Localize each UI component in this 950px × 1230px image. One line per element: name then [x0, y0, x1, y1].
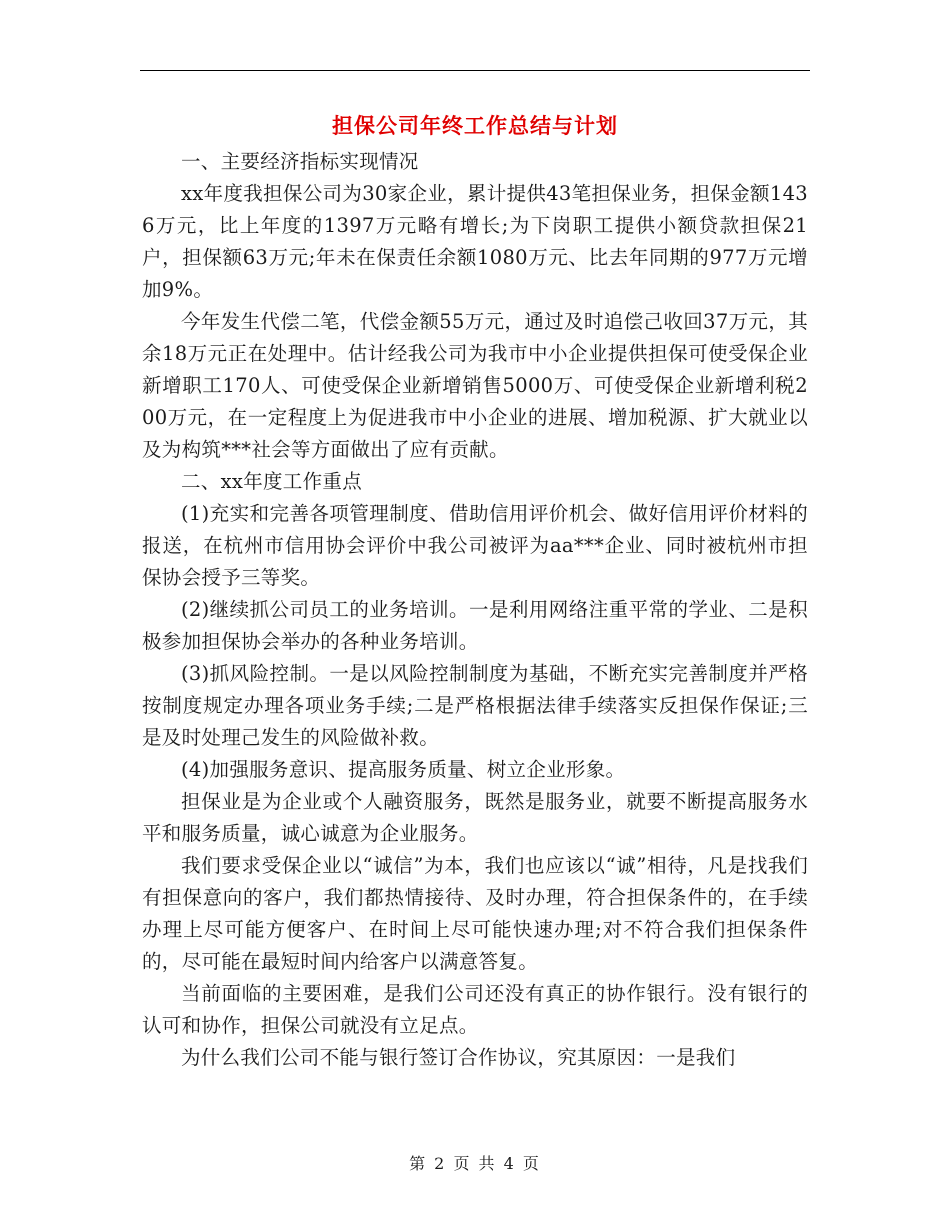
- paragraph: xx年度我担保公司为30家企业，累计提供43笔担保业务，担保金额1436万元，比上年度的1397万元略有增长;为下岗职工提供小额贷款担保21户，担保额63万元;年未在保责任余额1080万元、比去年同期的977万元增加9%。: [142, 182, 808, 301]
- paragraph: (4)加强服务意识、提高服务质量、树立企业形象。: [181, 758, 626, 781]
- paragraph: (1)充实和完善各项管理制度、借助信用评价机会、做好信用评价材料的报送，在杭州市信用协会评价中我公司被评为aa***企业、同时被杭州市担保协会授予三等奖。: [142, 502, 808, 589]
- paragraph: 我们要求受保企业以“诚信”为本，我们也应该以“诚”相待，凡是找我们有担保意向的客户，我们都热情接待、及时办理，符合担保条件的，在手续办理上尽可能方便客户、在时间上尽可能快速办理;对不符合我们担保条件的，尽可能在最短时间内给客户以满意答复。: [142, 854, 808, 973]
- document-body: [142, 146, 808, 1074]
- header-rule: [140, 70, 810, 71]
- document-title: 担保公司年终工作总结与计划: [332, 113, 618, 138]
- paragraph: 今年发生代偿二笔，代偿金额55万元，通过及时追偿己收回37万元，其余18万元正在处理中。估计经我公司为我市中小企业提供担保可使受保企业新增职工170人、可使受保企业新增销售5000万、可使受保企业新增利税200万元，在一定程度上为促进我市中小企业的进展、增加税源、扩大就业以及为构筑***社会等方面做出了应有贡献。: [142, 310, 808, 461]
- paragraph: (3)抓风险控制。一是以风险控制制度为基础，不断充实完善制度并严格按制度规定办理各项业务手续;二是严格根据法律手续落实反担保作保证;三是及时处理己发生的风险做补救。: [142, 662, 808, 749]
- paragraph: 担保业是为企业或个人融资服务，既然是服务业，就要不断提高服务水平和服务质量，诚心诚意为企业服务。: [142, 790, 808, 845]
- page-number: 第 2 页 共 4 页: [409, 1154, 541, 1173]
- paragraph: 当前面临的主要困难，是我们公司还没有真正的协作银行。没有银行的认可和协作，担保公司就没有立足点。: [142, 982, 808, 1037]
- section-heading-1: 一、主要经济指标实现情况: [181, 150, 419, 173]
- paragraph: 为什么我们公司不能与银行签订合作协议，究其原因：一是我们: [181, 1046, 736, 1069]
- paragraph: (2)继续抓公司员工的业务培训。一是利用网络注重平常的学业、二是积极参加担保协会举办的各种业务培训。: [142, 598, 808, 653]
- section-heading-2: 二、xx年度工作重点: [181, 470, 362, 493]
